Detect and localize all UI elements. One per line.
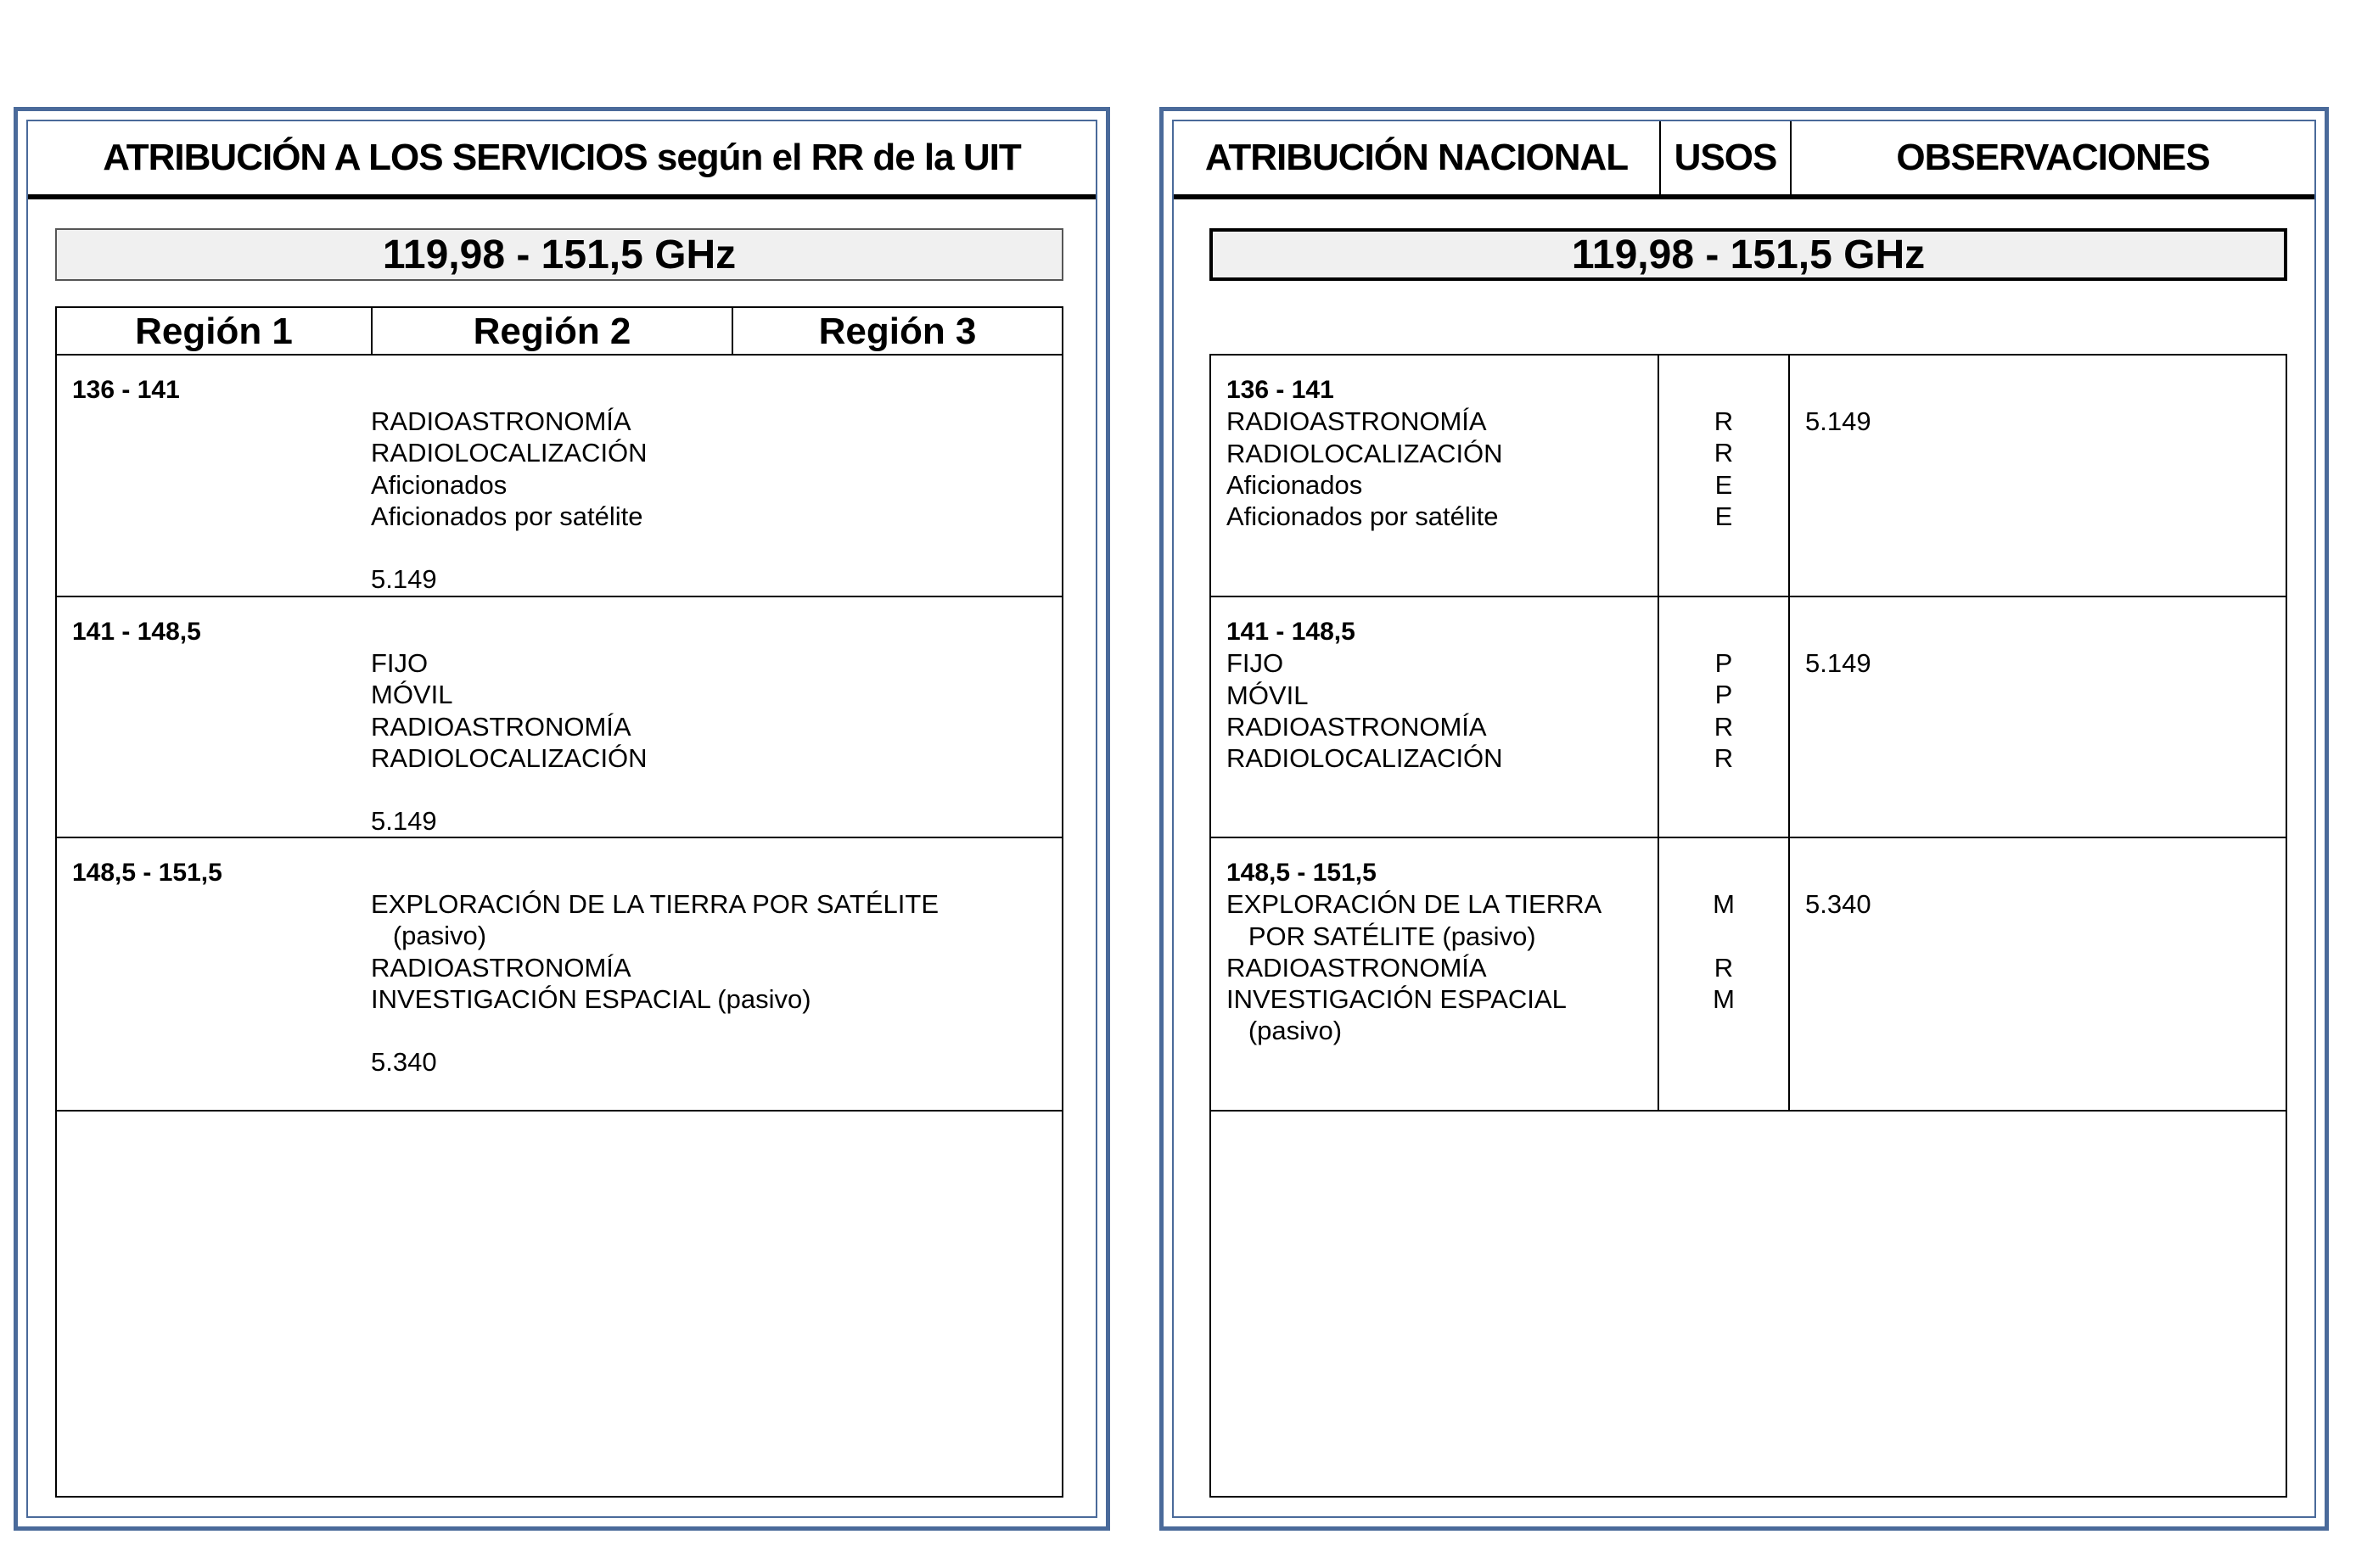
table-row [1211, 597, 2286, 838]
national-allocation-table [1209, 354, 2287, 1498]
observation-note: 5.340 [1805, 889, 1871, 919]
service-list: 136 - 141 RADIOASTRONOMÍA RADIOLOCALIZACIÓN Aficionados Aficionados por satélite [1226, 376, 1503, 532]
frequency-band-title: 119,98 - 151,5 GHz [55, 228, 1063, 281]
service-list: EXPLORACIÓN DE LA TIERRA POR SATÉLITE (pasivo) RADIOASTRONOMÍA INVESTIGACIÓN ESPACIAL (pasivo) 5.340 [371, 889, 939, 1078]
national-allocation-frame [1172, 120, 2316, 1518]
band-range: 136 - 141 [1226, 376, 1334, 404]
service-list: FIJO MÓVIL RADIOASTRONOMÍA RADIOLOCALIZACIÓN 5.149 [371, 648, 648, 837]
national-allocation-header [1174, 121, 2314, 199]
observation-note: 5.149 [1805, 648, 1871, 678]
frequency-band-title: 119,98 - 151,5 GHz [1209, 228, 2287, 281]
service-list: RADIOASTRONOMÍA RADIOLOCALIZACIÓN Aficionados Aficionados por satélite 5.149 [371, 406, 648, 595]
table-row [57, 838, 1062, 1112]
usos-list: R R E E [1714, 406, 1734, 531]
band-range: 136 - 141 [72, 376, 180, 404]
itu-allocation-title: ATRIBUCIÓN A LOS SERVICIOS según el RR de la UIT [103, 137, 1021, 178]
table-row [1211, 356, 2286, 597]
region-2-header: Región 2 [371, 308, 732, 356]
national-allocation-title: ATRIBUCIÓN NACIONAL [1204, 137, 1629, 178]
band-range: 141 - 148,5 [72, 618, 201, 646]
national-allocation-panel [1159, 107, 2329, 1531]
table-row [57, 597, 1062, 838]
usos-list: P P R R [1714, 648, 1734, 773]
itu-allocation-frame [26, 120, 1097, 1518]
region-1-header: Región 1 [135, 311, 293, 352]
itu-allocation-panel [14, 107, 1110, 1531]
band-range: 141 - 148,5 [1226, 618, 1355, 646]
usos-list: M R M [1713, 889, 1735, 1014]
observaciones-title: OBSERVACIONES [1790, 121, 2314, 194]
service-list: 141 - 148,5 FIJO MÓVIL RADIOASTRONOMÍA RADIOLOCALIZACIÓN [1226, 618, 1503, 774]
observation-note: 5.149 [1805, 406, 1871, 436]
service-list: 148,5 - 151,5 EXPLORACIÓN DE LA TIERRA POR SATÉLITE (pasivo) RADIOASTRONOMÍA INVESTIGACIÓN ESPACIAL (pasivo) [1226, 859, 1602, 1046]
table-row [57, 356, 1062, 597]
table-row [1211, 838, 2286, 1112]
region-3-header: Región 3 [732, 308, 1062, 356]
itu-allocation-table [55, 354, 1063, 1498]
band-range: 148,5 - 151,5 [1226, 859, 1377, 887]
region-header-row [55, 306, 1063, 356]
usos-title: USOS [1659, 121, 1790, 194]
itu-allocation-header [28, 121, 1096, 199]
band-range: 148,5 - 151,5 [72, 859, 222, 887]
